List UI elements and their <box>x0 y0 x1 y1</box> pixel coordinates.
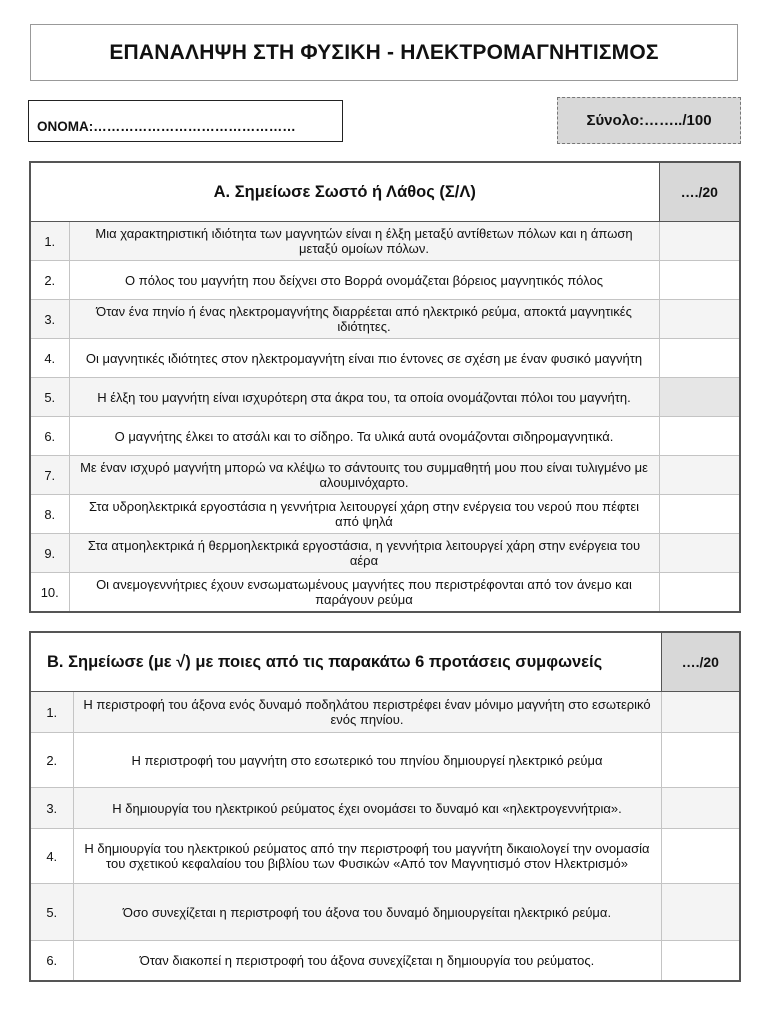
question-row <box>30 829 740 884</box>
answer-cell[interactable] <box>659 222 740 261</box>
section-a-score: …./20 <box>659 162 740 222</box>
question-number: 8. <box>30 495 69 534</box>
answer-cell[interactable] <box>659 495 740 534</box>
question-statement: Η δημιουργία του ηλεκτρικού ρεύματος από την περιστροφή του μαγνήτη δικαιολογεί την ονομασία του σχετικού κεφαλαίου του βιβλίου των Φυσικών «Από τον Μαγνητισμό στον Ηλεκτρισμό» <box>73 829 661 884</box>
question-number: 7. <box>30 456 69 495</box>
answer-cell[interactable] <box>659 339 740 378</box>
answer-cell[interactable] <box>659 534 740 573</box>
question-statement: Οι ανεμογεννήτριες έχουν ενσωματωμένους μαγνήτες που περιστρέφονται από τον άνεμο και παράγουν ρεύμα <box>69 573 659 613</box>
answer-cell[interactable] <box>661 692 740 733</box>
answer-cell[interactable] <box>659 261 740 300</box>
question-statement: Όταν ένα πηνίο ή ένας ηλεκτρομαγνήτης διαρρέεται από ηλεκτρικό ρεύμα, αποκτά μαγνητικές ιδιότητες. <box>69 300 659 339</box>
question-statement: Όσο συνεχίζεται η περιστροφή του άξονα του δυναμό δημιουργείται ηλεκτρικό ρεύμα. <box>73 884 661 941</box>
question-row <box>30 339 740 378</box>
question-number: 2. <box>30 733 73 788</box>
question-number: 4. <box>30 829 73 884</box>
question-statement: Όταν διακοπεί η περιστροφή του άξονα συνεχίζεται η δημιουργία του ρεύματος. <box>73 941 661 981</box>
question-row <box>30 788 740 829</box>
question-number: 5. <box>30 378 69 417</box>
section-a-title: Α. Σημείωσε Σωστό ή Λάθος (Σ/Λ) <box>30 162 659 222</box>
question-statement: Ο πόλος του μαγνήτη που δείχνει στο Βορρά ονομάζεται βόρειος μαγνητικός πόλος <box>69 261 659 300</box>
question-row <box>30 534 740 573</box>
question-row <box>30 378 740 417</box>
section-a-header <box>30 162 740 222</box>
question-row <box>30 941 740 981</box>
answer-cell[interactable] <box>659 573 740 613</box>
section-b-header <box>30 632 740 692</box>
question-row <box>30 692 740 733</box>
total-score-box: Σύνολο:……../100 <box>557 97 741 144</box>
question-row <box>30 884 740 941</box>
answer-cell[interactable] <box>659 417 740 456</box>
question-statement: Η περιστροφή του μαγνήτη στο εσωτερικό του πηνίου δημιουργεί ηλεκτρικό ρεύμα <box>73 733 661 788</box>
section-a-table <box>29 161 741 613</box>
question-number: 1. <box>30 692 73 733</box>
answer-cell[interactable] <box>661 829 740 884</box>
question-number: 3. <box>30 788 73 829</box>
question-number: 5. <box>30 884 73 941</box>
question-row <box>30 417 740 456</box>
question-number: 10. <box>30 573 69 613</box>
question-number: 3. <box>30 300 69 339</box>
answer-cell[interactable] <box>661 941 740 981</box>
section-b-score: …./20 <box>661 632 740 692</box>
page-title: ΕΠΑΝΑΛΗΨΗ ΣΤΗ ΦΥΣΙΚΗ - ΗΛΕΚΤΡΟΜΑΓΝΗΤΙΣΜΟΣ <box>30 24 738 81</box>
section-b-title: Β. Σημείωσε (με √) με ποιες από τις παρακάτω 6 προτάσεις συμφωνείς <box>30 632 661 692</box>
question-number: 2. <box>30 261 69 300</box>
question-row <box>30 456 740 495</box>
question-number: 1. <box>30 222 69 261</box>
question-number: 9. <box>30 534 69 573</box>
name-field[interactable]: ΟΝΟΜΑ:……………………………………… <box>28 100 343 142</box>
question-number: 6. <box>30 941 73 981</box>
question-statement: Η έλξη του μαγνήτη είναι ισχυρότερη στα άκρα του, τα οποία ονομάζονται πόλοι του μαγνήτη. <box>69 378 659 417</box>
question-number: 4. <box>30 339 69 378</box>
answer-cell[interactable] <box>659 456 740 495</box>
question-number: 6. <box>30 417 69 456</box>
question-row <box>30 222 740 261</box>
question-row <box>30 573 740 613</box>
question-statement: Η περιστροφή του άξονα ενός δυναμό ποδηλάτου περιστρέφει έναν μόνιμο μαγνήτη στο εσωτερικό ενός πηνίου. <box>73 692 661 733</box>
question-statement: Στα υδροηλεκτρικά εργοστάσια η γεννήτρια λειτουργεί χάρη στην ενέργεια του νερού που πέφτει από ψηλά <box>69 495 659 534</box>
section-b-table <box>29 631 741 982</box>
question-row <box>30 300 740 339</box>
answer-cell[interactable] <box>659 300 740 339</box>
answer-cell[interactable] <box>659 378 740 417</box>
question-statement: Οι μαγνητικές ιδιότητες στον ηλεκτρομαγνήτη είναι πιο έντονες σε σχέση με έναν φυσικό μαγνήτη <box>69 339 659 378</box>
answer-cell[interactable] <box>661 884 740 941</box>
question-row <box>30 733 740 788</box>
question-row <box>30 495 740 534</box>
answer-cell[interactable] <box>661 788 740 829</box>
question-statement: Η δημιουργία του ηλεκτρικού ρεύματος έχει ονομάσει το δυναμό και «ηλεκτρογεννήτρια». <box>73 788 661 829</box>
question-statement: Στα ατμοηλεκτρικά ή θερμοηλεκτρικά εργοστάσια, η γεννήτρια λειτουργεί χάρη στην ενέργεια του αέρα <box>69 534 659 573</box>
question-statement: Ο μαγνήτης έλκει το ατσάλι και το σίδηρο. Τα υλικά αυτά ονομάζονται σιδηρομαγνητικά. <box>69 417 659 456</box>
answer-cell[interactable] <box>661 733 740 788</box>
question-row <box>30 261 740 300</box>
question-statement: Με έναν ισχυρό μαγνήτη μπορώ να κλέψω το σάντουιτς του συμμαθητή μου που είναι τυλιγμένο με αλουμινόχαρτο. <box>69 456 659 495</box>
question-statement: Μια χαρακτηριστική ιδιότητα των μαγνητών είναι η έλξη μεταξύ αντίθετων πόλων και η άπωση μεταξύ ομοίων πόλων. <box>69 222 659 261</box>
